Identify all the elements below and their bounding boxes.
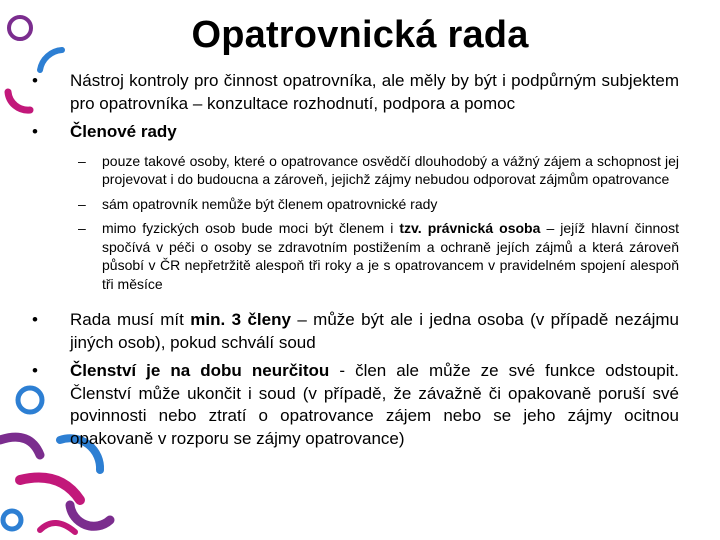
bullet-text: Členové rady [70, 122, 177, 141]
dash-marker: – [78, 152, 86, 169]
decor-arc [20, 478, 80, 501]
bullet-bold: Členství je na dobu neurčitou [70, 361, 330, 380]
bullet-marker: • [32, 310, 38, 329]
sub-bullet-item [24, 219, 679, 293]
decor-circle [3, 511, 21, 529]
sub-bullet-text: pouze takové osoby, které o opatrovance osvědčí dlouhodobý a vážný zájem a schopnost jej projevovat i do budoucna a zároveň, jejichž zájmy nebudou odporovat zájmům opatrovance [102, 152, 679, 187]
bullet-marker: • [32, 361, 38, 380]
slide-title: Opatrovnická rada [191, 14, 529, 56]
bullet-text: Rada musí mít [70, 310, 191, 329]
bullet-item [24, 121, 679, 144]
dash-marker: – [78, 220, 86, 236]
bullet-text: – může být ale i jedna osoba (v případě nezájmu jiných osob), pokud schválí soud [70, 310, 679, 352]
bullet-item [24, 70, 679, 115]
sub-bullet-text: – jejíž hlavní činnost spočívá v péči o osoby se zdravotním postižením a ochraně jejích zájmů a která zároveň působí v ČR nepřetržitě alespoň tři roky a je s opatrovancem v pravidelném spojení alespoň tři měsíce [102, 220, 679, 292]
decor-arc [70, 505, 110, 526]
bullet-marker: • [32, 71, 38, 90]
dash-marker: – [78, 195, 86, 212]
bullet-text: - člen ale může ze své funkce odstoupit. Členství může ukončit i soud (v případě, že závažně či opakovaně poruší své povinnosti nebo ztratí o opatrovance zájem nebo se jeho zájmy ocitnou opakovaně v rozporu se zájmy opatrovance) [70, 361, 679, 448]
bullet-text: Nástroj kontroly pro činnost opatrovníka, ale měly by být i podpůrným subjektem pro opatrovníka – konzultace rozhodnutí, podpora a pomoc [70, 71, 679, 113]
sub-bullet-item [24, 195, 679, 214]
bullet-marker: • [32, 122, 38, 141]
bullet-item [24, 309, 679, 354]
sub-bullet-text: sám opatrovník nemůže být členem opatrovnické rady [102, 195, 438, 212]
sub-bullet-bold: tzv. právnická osoba [399, 220, 541, 236]
sub-bullet-item [24, 152, 679, 189]
slide-content [24, 70, 679, 450]
bullet-bold: min. 3 členy [190, 310, 291, 329]
sub-bullet-text: mimo fyzických osob bude moci být členem i [102, 220, 400, 236]
bullet-item [24, 360, 679, 450]
decor-arc [40, 523, 75, 532]
